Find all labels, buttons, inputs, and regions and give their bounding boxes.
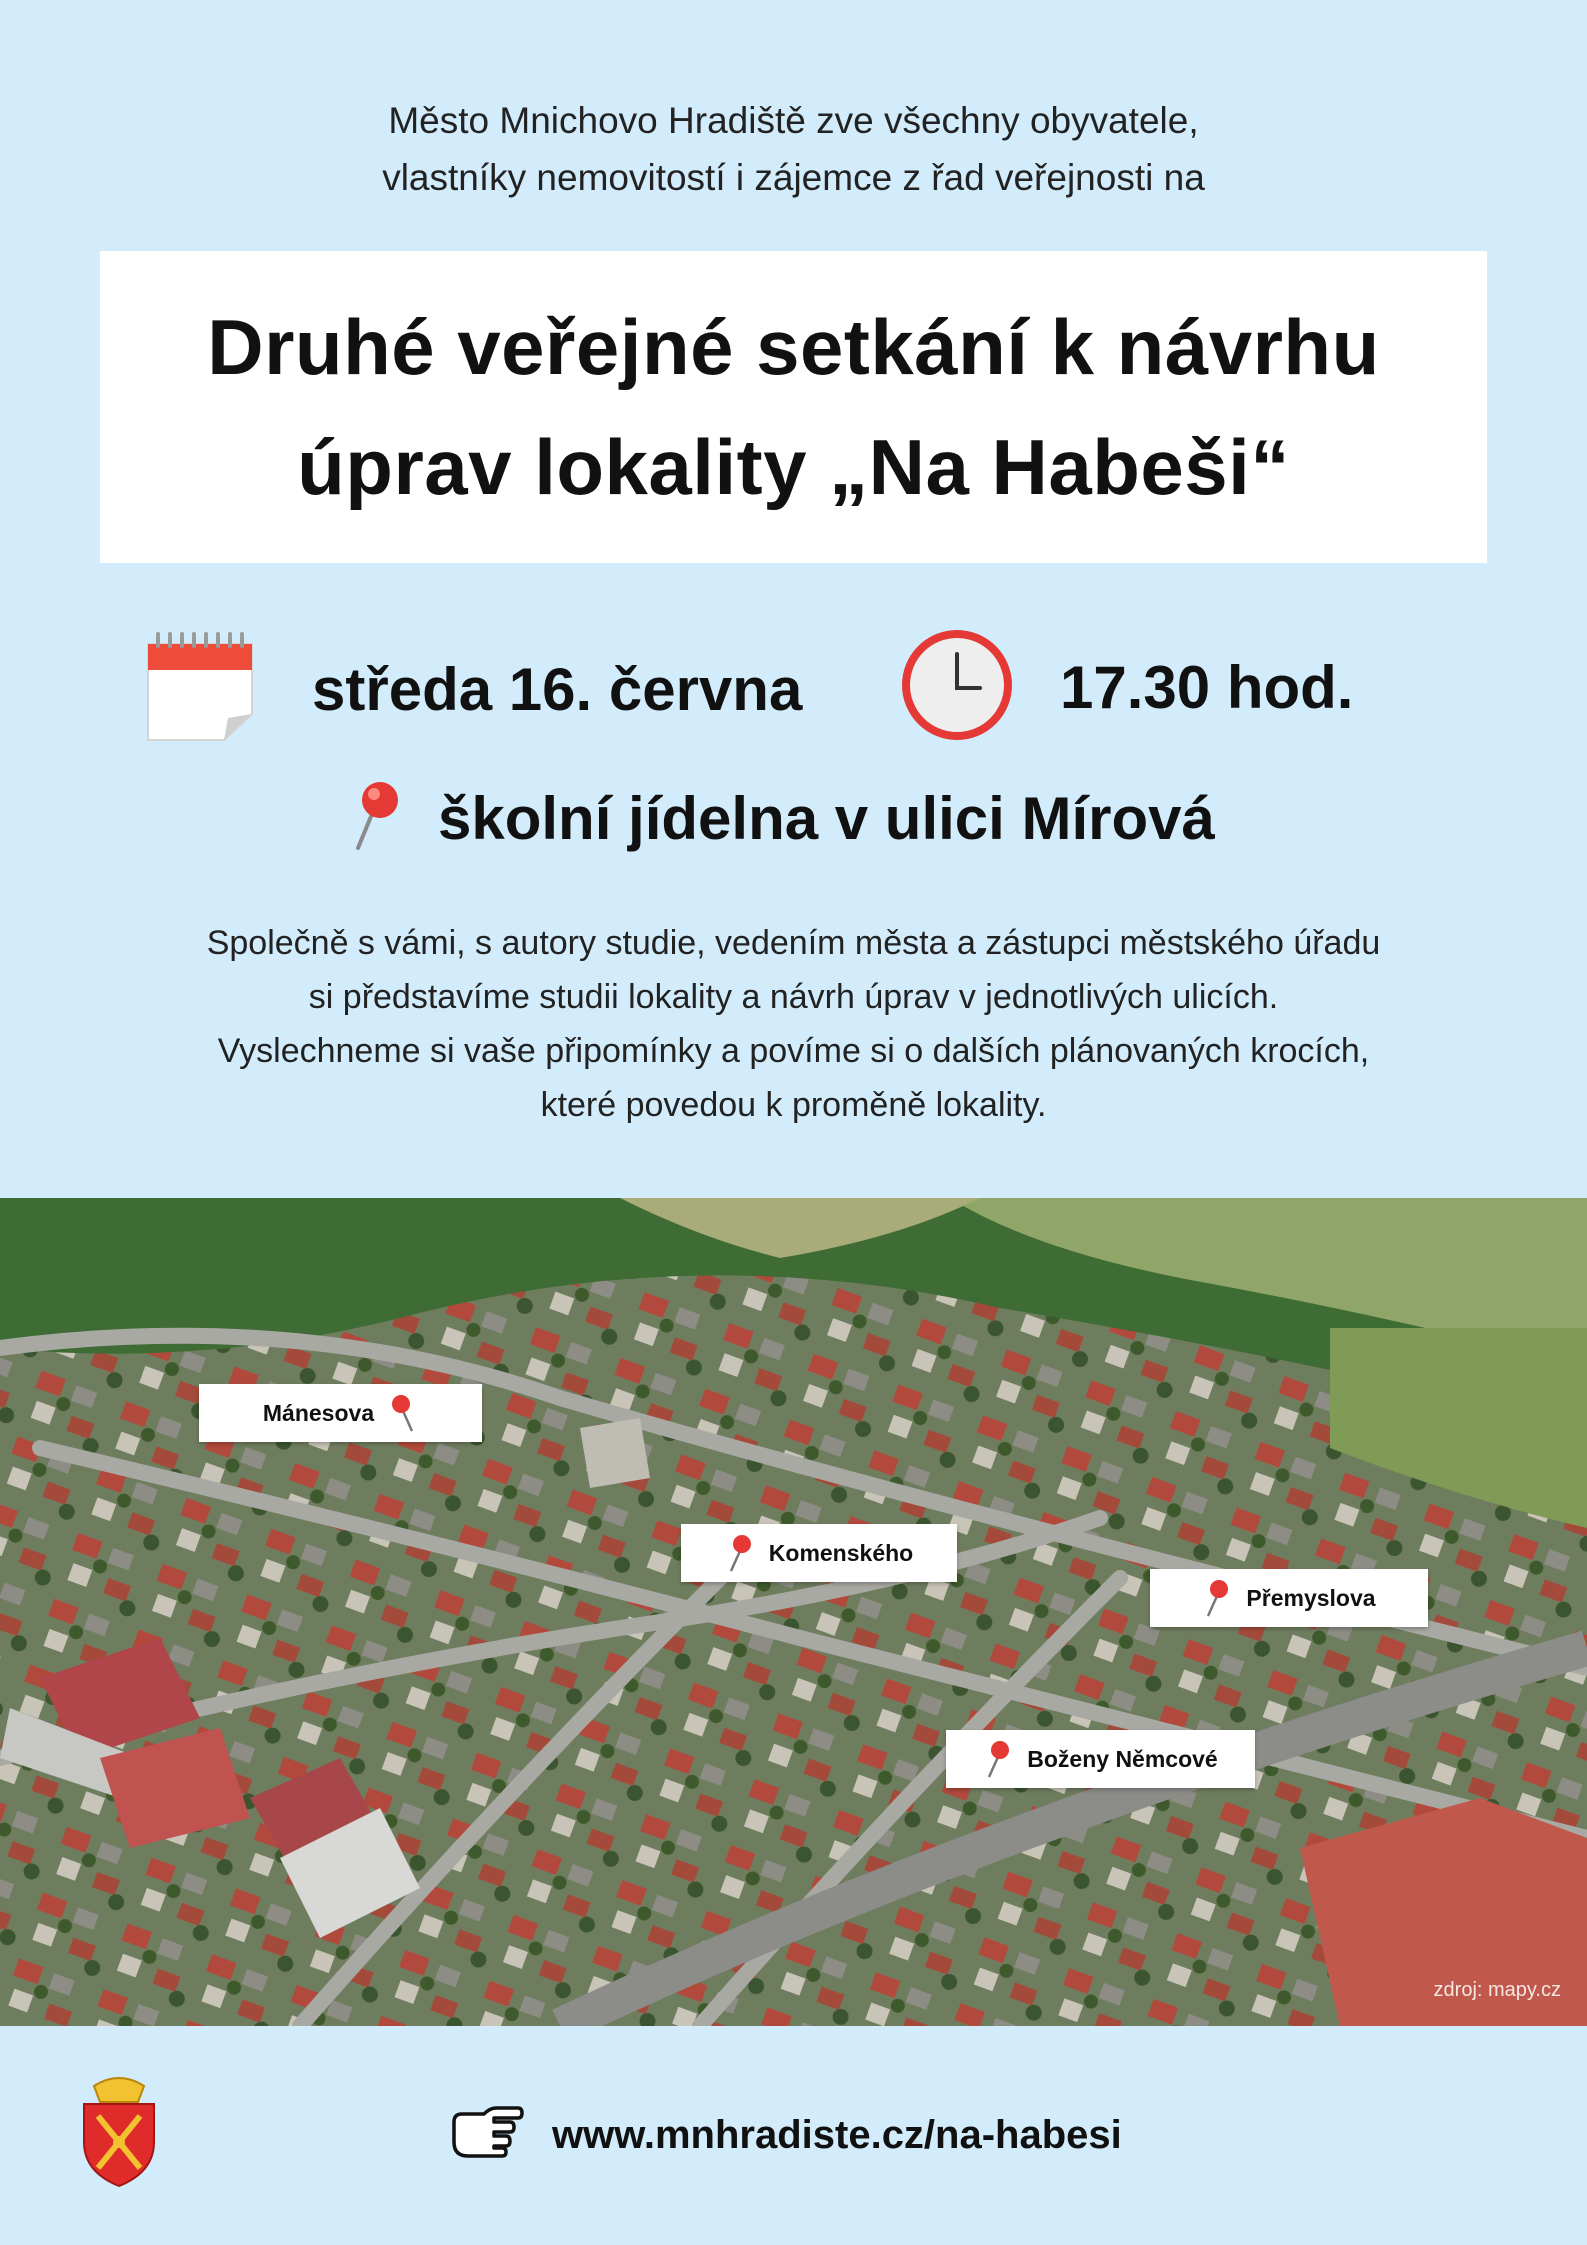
description-line-2: si představíme studii lokality a návrh úprav v jednotlivých ulicích.	[308, 978, 1279, 1016]
website-url[interactable]: www.mnhradiste.cz/na-habesi	[552, 2112, 1122, 2157]
description	[0, 916, 1587, 1132]
pushpin-icon	[725, 1533, 753, 1573]
street-label-premyslova	[1150, 1569, 1428, 1627]
pointing-hand-icon	[450, 2100, 524, 2170]
title-line-2: úprav lokality „Na Habeši“	[297, 423, 1290, 511]
description-line-4: které povedou k proměně lokality.	[540, 1086, 1047, 1124]
street-label-bozeny-nemcove	[946, 1730, 1255, 1788]
pushpin-icon	[390, 1393, 418, 1433]
footer-link[interactable]	[450, 2100, 1122, 2170]
street-name: Boženy Němcové	[1027, 1745, 1218, 1772]
date-row	[144, 630, 802, 749]
place-row	[350, 780, 1215, 857]
pushpin-icon	[350, 780, 408, 857]
map-source: zdroj: mapy.cz	[1433, 1979, 1561, 2001]
time-row	[900, 628, 1353, 747]
coat-of-arms-icon	[76, 2076, 162, 2193]
street-label-manesova	[199, 1384, 482, 1442]
intro-text	[0, 92, 1587, 206]
description-line-3: Vyslechneme si vaše připomínky a povíme si o dalších plánovaných krocích,	[217, 1032, 1370, 1070]
street-label-komenskeho	[681, 1524, 957, 1582]
clock-icon	[900, 628, 1014, 747]
street-name: Komenského	[768, 1539, 914, 1566]
intro-line-2: vlastníky nemovitostí i zájemce z řad veřejnosti na	[382, 157, 1205, 198]
title-line-1: Druhé veřejné setkání k návrhu	[207, 303, 1380, 391]
pushpin-icon	[1202, 1578, 1230, 1618]
calendar-icon	[144, 630, 256, 749]
pushpin-icon	[983, 1739, 1011, 1779]
description-line-1: Společně s vámi, s autory studie, vedením města a zástupci městského úřadu	[206, 924, 1381, 962]
event-place: školní jídelna v ulici Mírová	[438, 785, 1215, 852]
street-name: Mánesova	[262, 1399, 375, 1426]
aerial-map	[0, 1198, 1587, 2026]
title-box	[100, 251, 1487, 563]
intro-line-1: Město Mnichovo Hradiště zve všechny obyvatele,	[388, 100, 1199, 141]
event-time: 17.30 hod.	[1060, 654, 1354, 721]
event-date: středa 16. června	[312, 656, 803, 723]
street-name: Přemyslova	[1246, 1584, 1376, 1611]
